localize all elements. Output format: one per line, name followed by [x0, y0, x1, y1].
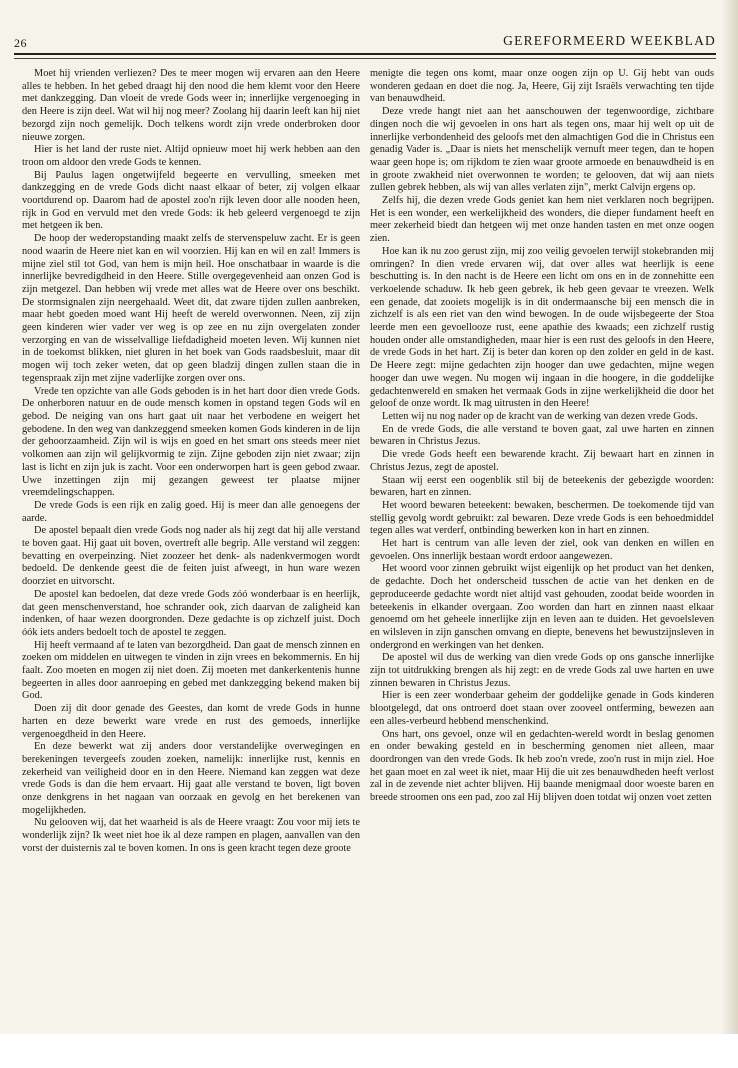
page-edge-shadow	[722, 0, 738, 1068]
paragraph: Deze vrede hangt niet aan het aanschouwen der tegenwoordige, zichtbare dingen noch die wij gevoelen in ons hart als tegen ons, maar hij welt op uit de innerlijke verbondenheid des geloofs met den almachtigen God die in Christus een genadig Vader is. „Daar is niets het menschelijk vernuft meer tegen, dan te hopen waar geen hope is; om rijkdom te zien waar groote armoede en benauwdheid is en in groote zwakheid niet overwonnen te worden; te gelooven, dat wij aan niets zullen gebrek hebben, als wij van alles verlaten zijn", merkt Calvijn ergens op.	[370, 106, 714, 194]
paragraph: De hoop der wederopstanding maakt zelfs de stervenspeluw zacht. Er is geen nood waarin de Heere niet kan en wil voorzien. Hij kan en wil en zal! Immers is mijne ziel stil tot God, van hem is mijn heil. Hoe onschatbaar in waarde is die innerlijke bevredigdheid in den Heere. Stille overgegevenheid aan onzen God is zijn metgezel. Dan hebben wij vrede met alles wat de Heere over ons beschikt. De stormsignalen zijn neergehaald. Weet dit, dat zware tijden zullen aanbreken, maar hebt goeden moed want Hij heeft de wereld overwonnen. Neen, zij zijn geen kinderen wier vader ver weg is op zee en nu zijn overgelaten zonder verzorging en van de wisselvallige liefdadigheid moeten leven. Wij kunnen niet in de toekomst blikken, niet gluren in het boek van Gods raadsbesluit, maar dit mogen wij toch zeker weten, dat op geen bladzij dingen zullen staan die in tegenspraak zijn met zijne vaderlijke zorgen over ons.	[22, 233, 360, 384]
journal-title: GEREFORMEERD WEEKBLAD	[503, 33, 716, 48]
bottom-margin	[0, 1034, 738, 1068]
paragraph: De apostel bepaalt dien vrede Gods nog nader als hij zegt dat hij alle verstand te boven gaat. Hij gaat uit boven, overtreft alle begrip. Alle verstand wil zeggen: bevatting en overpeinzing. Niet zoozeer het denk- als nadenkvermogen wordt bedoeld. De denkende geest die de feiten juist afweegt, in hun ware wezen doorziet en uitvorscht.	[22, 525, 360, 588]
header-rule-thin	[14, 58, 716, 59]
paragraph: Bij Paulus lagen ongetwijfeld begeerte en vervulling, smeeken met dankzegging en de vrede Gods dicht naast elkaar of beter, zij volgen elkaar voortdurend op. Daarom had de apostel zoo'n rijk leven door alle nooden heen, rijk in God en vervuld met den vrede Gods: ik heb geleerd vergenoegd te zijn met hetgeen ik ben.	[22, 169, 360, 232]
left-column	[22, 68, 360, 856]
paragraph: Moet hij vrienden verliezen? Des te meer mogen wij ervaren aan den Heere alles te hebben. In het gebed draagt hij den nood die hem klemt voor den Heere met dankzegging. Dan vloeit de vrede Gods weer in; innerlijke vergenoeging in den Heere is zijn deel. Wat wil hij nog meer? Zoolang hij daarin leeft kan hij niet bezorgd zijn noch gemelijk. Doch telkens wordt zijn vrede onderbroken door nieuwe zorgen.	[22, 68, 360, 143]
paragraph: De apostel kan bedoelen, dat deze vrede Gods zóó wonderbaar is en heerlijk, dat geen menschenverstand, hoe schrander ook, zich daarvan de zaligheid kan indenken, of haar wezen doorgronden. Deze gedachte is op zichzelf juist. Doch óók iets anders bedoelt toch de apostel te zeggen.	[22, 588, 360, 638]
paragraph: Hier is een zeer wonderbaar geheim der goddelijke genade in Gods kinderen blootgelegd, dat ons ontroerd doet staan over zooveel ontferming, bewezen aan een alles-verbeurd hebbend menschenkind.	[370, 690, 714, 727]
paragraph: Het woord bewaren beteekent: bewaken, beschermen. De toekomende tijd van stellig gevolg wordt gebruikt: zal bewaren. Deze vrede Gods is een behoedmiddel tegen alles wat verderf, ontbinding bewerken kon in hart en zinnen.	[370, 499, 714, 537]
header-rule	[14, 53, 716, 55]
paragraph: Letten wij nu nog nader op de kracht van de werking van dezen vrede Gods.	[382, 410, 698, 422]
paragraph: Hier is het land der ruste niet. Altijd opnieuw moet hij werk hebben aan den troon om aldoor den vrede Gods te kennen.	[22, 144, 360, 168]
paragraph: menigte die tegen ons komt, maar onze oogen zijn op U. Gij hebt van ouds wonderen gedaan en doet die nog. Ja, Heere, Gij zijt Israëls verwachting ten tijde van benauwdheid.	[370, 68, 714, 105]
paragraph: Hij heeft vermaand af te laten van bezorgdheid. Dan gaat de mensch zinnen en zoeken om middelen en uitwegen te vinden in zijn vrees en bekommernis. En hij faalt. Zoo moeten en mogen zij niet doen. Zij moeten met dankerkentenis hunne begeerten in alles door aanroeping en gebed met dankzegging bekend maken bij God.	[22, 639, 360, 702]
paragraph: Het woord voor zinnen gebruikt wijst eigenlijk op het product van het denken, de gedachte. Doch het onderscheid tusschen de actie van het denken en de geproduceerde gedachte wordt niet altijd vast gehouden, zoodat beide woorden in beteekenis in elkander overgaan. Zoo worden dan hart en zinnen naast elkaar genoemd om het geheele innerlijke zijn en leven aan te duiden. Het gevoelsleven en wilsleven in zijn ganschen omvang en diepte, benevens het bewustzijnsleven in ondergrond en werkingen van het denken.	[370, 563, 714, 651]
paragraph: Staan wij eerst een oogenblik stil bij de beteekenis der gebezigde woorden: bewaren, hart en zinnen.	[370, 474, 714, 499]
paragraph: Doen zij dit door genade des Geestes, dan komt de vrede Gods in hunne harten en deze bewerkt ware vrede en rust des gemoeds, innerlijke vergenoegdheid in den Heere.	[22, 703, 360, 740]
page-number: 26	[14, 36, 27, 50]
right-column	[370, 68, 714, 805]
paragraph: De apostel wil dus de werking van dien vrede Gods op ons gansche innerlijke zijn tot uitdrukking brengen als hij zegt: en de vrede Gods zal uwe harten en uwe zinnen bewaren in Christus Jezus.	[370, 652, 714, 689]
paragraph: En de vrede Gods, die alle verstand te boven gaat, zal uwe harten en zinnen bewaren in Christus Jezus.	[370, 423, 714, 448]
paragraph: En deze bewerkt wat zij anders door verstandelijke overwegingen en berekeningen tevergeefs zouden zoeken, namelijk: innerlijke rust, kennis en zekerheid van veiligheid door en in den Heere. Niemand kan zeggen wat deze vrede Gods is dan die hem ervaart. Hij gaat alle verstand te boven, ligt boven onze denkgrens in het nagaan van oorzaak en gevolg en het berekenen van mogelijkheden.	[22, 741, 360, 816]
paragraph: De vrede Gods is een rijk en zalig goed. Hij is meer dan alle genoegens der aarde.	[22, 499, 360, 524]
paragraph: Het hart is centrum van alle leven der ziel, ook van denken en willen en gevoelen. Ons innerlijk bestaan wordt erdoor aangewezen.	[370, 538, 714, 562]
paragraph: Nu gelooven wij, dat het waarheid is als de Heere vraagt: Zou voor mij iets te wonderlijk zijn? Ik weet niet hoe ik al deze rampen en plagen, aanvallen van den vorst der duisternis zal te boven komen. In ons is geen kracht tegen deze groote	[22, 817, 360, 854]
paragraph: Hoe kan ik nu zoo gerust zijn, mij zoo veilig gevoelen terwijl stokebranden mij omringen? In dien vrede ervaren wij, dat over alles wat heerlijk is eene beschutting is. In den nacht is de Heere een licht om ons en in de zonnehitte een verkoelende schaduw. Ik heb geen gebrek, ik heb geen gevaar te vreezen. Welk een genade, dat zooiets mogelijk is in dit ondermaansche bij een mensch die in zichzelf is als een riet van den wind bewogen. In de oude wijsbegeerte der Stoa leerde men een gevoellooze rust, eene apathie des kwaads; een zichzelf rustig houden onder alle omstandigheden, maar hier is een rust des geloofs in den Heere, de vrede Gods in het hart. Zij is beter dan koren op den zolder en geld in de kast. De Heere zegt: mijne gedachten zijn hooger dan uwe gedachten, mijne wegen hooger dan uwe wegen. Nu mogen wij ingaan in die hoogere, in die goddelijke gedachtenwereld en smaken het vermaak Gods in zijne werkelijkheid die door het geloof de onze wordt. Ik mag uitrusten in den Heere!	[370, 245, 714, 410]
paragraph: Ons hart, ons gevoel, onze wil en gedachten-wereld wordt in beslag genomen en onder bewaking gesteld en in bescherming genomen niet alleen, maar doordrongen van den vrede Gods. Ik heb zoo'n vrede, zoo'n rust in mijn ziel. Hoe het gaan moet en zal weet ik niet, maar Hij die uit zes benauwdheden heeft verlost zal in de zevende niet achter blijven. Hij baande menigmaal door woeste baren en breede stroomen ons een pad, zoo zal Hij blijven doen totdat wij onzen voet zetten	[370, 728, 714, 804]
paragraph: Die vrede Gods heeft een bewarende kracht. Zij bewaart hart en zinnen in Christus Jezus, zegt de apostel.	[370, 449, 714, 473]
paragraph: Vrede ten opzichte van alle Gods geboden is in het hart door dien vrede Gods. De onherboren natuur en de oude mensch komen in opstand tegen Gods wil en gebod. De neiging van ons hart gaat uit naar het verbodene en weigert het gebodene. In den weg van dankzeggend smeeken komen Gods kinderen in de lijn der gehoorzaamheid. Zijn wil is wijs en goed en het smart ons steeds meer niet volkomen aan zijn wil gelijkvormig te zijn. Zijne geboden zijn niet zwaar; zijn last is licht en zijn juk is zacht. Voor een onderworpen hart is geen gebod zwaar. Uwe inzettingen zijn mij gezangen geweest ter plaatse mijner vreemdelingschappen.	[22, 385, 360, 499]
paragraph: Zelfs hij, die dezen vrede Gods geniet kan hem niet verklaren noch begrijpen. Het is een wonder, een werkelijkheid des wonders, die dieper fundament heeft en meer zekerheid biedt dan hetgeen wij met onze handen tasten en met onze oogen zien.	[370, 195, 714, 245]
